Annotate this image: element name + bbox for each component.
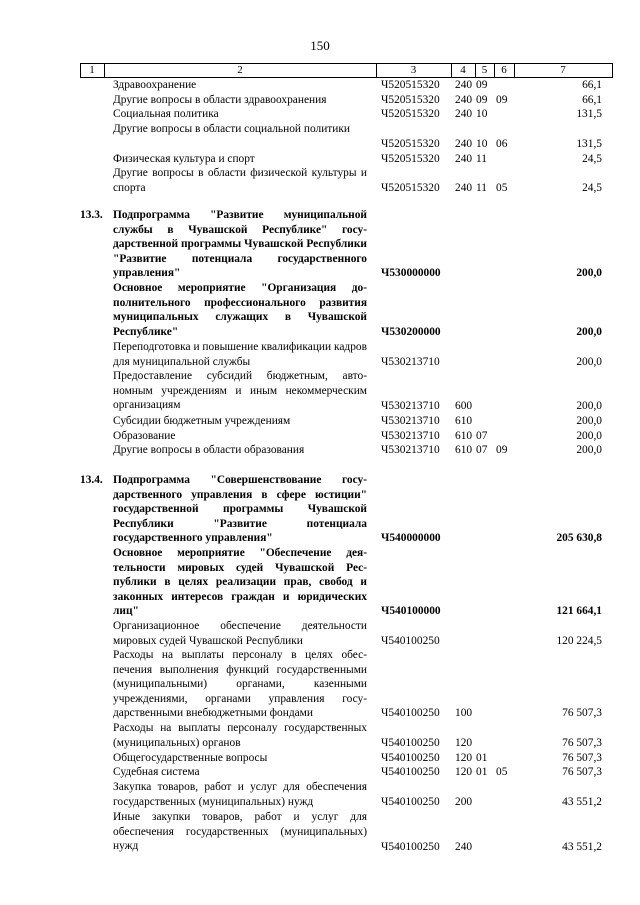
row-amount: 24,5 xyxy=(582,182,602,195)
row-group: 610 xyxy=(455,430,473,443)
row-section: 10 xyxy=(476,138,488,151)
row-group: 120 xyxy=(455,766,473,779)
row-code: Ч520515320 xyxy=(381,182,440,195)
row-name: Судебная система xyxy=(113,766,200,778)
row-group: 240 xyxy=(455,182,473,195)
row-name: Расходы на выплаты персоналу государственных (муниципальных) органов xyxy=(113,722,367,749)
row-name: Субсидии бюджетным учреждениям xyxy=(113,415,291,427)
row-name: Другие вопросы в области образования xyxy=(113,444,305,456)
row-amount: 205 630,8 xyxy=(556,532,602,545)
row-subsection: 05 xyxy=(496,766,508,779)
row-group: 120 xyxy=(455,752,473,765)
row-name: Подпрограмма "Совершенствование государственного управления в сфере юстиции" государственной программы Чувашской Республики "Развитие потенциала государственного управления" xyxy=(113,474,367,545)
row-section: 10 xyxy=(476,108,488,121)
row-amount: 200,0 xyxy=(576,326,602,339)
table-row xyxy=(0,473,640,546)
table-row xyxy=(0,648,640,721)
row-section: 09 xyxy=(476,79,488,92)
row-section: 09 xyxy=(476,94,488,107)
row-code: Ч530213710 xyxy=(381,444,440,457)
table-row xyxy=(0,721,640,751)
row-amount: 76 507,3 xyxy=(562,766,602,779)
table-row xyxy=(0,107,640,122)
row-name: Другие вопросы в области социальной политики xyxy=(113,123,350,135)
row-subsection: 05 xyxy=(496,182,508,195)
row-amount: 200,0 xyxy=(576,415,602,428)
row-name: Основное мероприятие "Организация дополнительного профессионального развития муниципальных служащих в Чувашской Республике" xyxy=(113,282,367,338)
col-2-header: 2 xyxy=(237,64,243,76)
row-code: Ч520515320 xyxy=(381,153,440,166)
row-name: Другие вопросы в области здравоохранения xyxy=(113,94,327,106)
row-code: Ч540100250 xyxy=(381,635,440,648)
table-row xyxy=(0,166,640,196)
row-group: 610 xyxy=(455,444,473,457)
row-code: Ч540100250 xyxy=(381,766,440,779)
col-7-header: 7 xyxy=(560,64,566,76)
row-subsection: 06 xyxy=(496,138,508,151)
row-name: Другие вопросы в области физической культуры и спорта xyxy=(113,167,367,194)
row-name: Предоставление субсидий бюджетным, автономным учреждениям и иным некоммерческим организациям xyxy=(113,370,367,412)
section-number: 13.3. xyxy=(80,209,103,221)
col-5-header: 5 xyxy=(481,64,488,76)
row-code: Ч520515320 xyxy=(381,94,440,107)
row-name: Здравоохранение xyxy=(113,79,197,91)
row-amount: 131,5 xyxy=(576,138,602,151)
row-name: Закупка товаров, работ и услуг для обеспечения государственных (муниципальных) нужд xyxy=(113,781,367,808)
row-amount: 121 664,1 xyxy=(556,605,602,618)
row-section: 01 xyxy=(476,766,488,779)
row-code: Ч540100250 xyxy=(381,737,440,750)
row-group: 610 xyxy=(455,415,473,428)
table-header xyxy=(80,63,613,78)
row-subsection: 09 xyxy=(496,94,508,107)
row-name: Расходы на выплаты персоналу в целях обеспечения выполнения функций государственными (муниципальными) органами, казенными учреждениями, органами управления государственными внебюджетными фондами xyxy=(113,649,367,720)
row-amount: 200,0 xyxy=(576,430,602,443)
row-name: Основное мероприятие "Обеспечение деятельности мировых судей Чувашской Республики в целях реализации прав, свобод и законных интересов граждан и юридических лиц" xyxy=(113,547,367,618)
row-name: Организационное обеспечение деятельности мировых судей Чувашской Республики xyxy=(113,620,367,647)
row-amount: 66,1 xyxy=(582,94,602,107)
row-name: Переподготовка и повышение квалификации кадров для муниципальной службы xyxy=(113,341,367,368)
row-amount: 76 507,3 xyxy=(562,752,602,765)
section-number: 13.4. xyxy=(80,474,103,486)
table-row xyxy=(0,122,640,152)
row-name: Подпрограмма "Развитие муниципальной службы в Чувашской Республике" государственной программы Чувашской Республики "Развитие потенциала государственного управления" xyxy=(113,209,367,280)
row-group: 200 xyxy=(455,796,473,809)
row-amount: 43 551,2 xyxy=(562,796,602,809)
row-amount: 200,0 xyxy=(576,444,602,457)
row-amount: 66,1 xyxy=(582,79,602,92)
row-group: 240 xyxy=(455,841,473,854)
table-row xyxy=(0,340,640,370)
row-section: 01 xyxy=(476,752,488,765)
row-amount: 120 224,5 xyxy=(556,635,602,648)
row-code: Ч540100250 xyxy=(381,707,440,720)
row-group: 600 xyxy=(455,400,473,413)
table-row xyxy=(0,369,640,414)
row-code: Ч530200000 xyxy=(381,326,441,339)
row-section: 11 xyxy=(476,153,487,166)
row-code: Ч540100250 xyxy=(381,841,440,854)
row-code: Ч530213710 xyxy=(381,415,440,428)
table-row xyxy=(0,414,640,429)
row-code: Ч530213710 xyxy=(381,400,440,413)
table-row xyxy=(0,429,640,444)
row-name: Социальная политика xyxy=(113,108,219,120)
row-group: 240 xyxy=(455,79,473,92)
row-name: Образование xyxy=(113,430,176,442)
col-1-header: 1 xyxy=(89,64,95,76)
row-group: 240 xyxy=(455,138,473,151)
row-section: 07 xyxy=(476,430,488,443)
row-amount: 200,0 xyxy=(576,356,602,369)
row-amount: 76 507,3 xyxy=(562,737,602,750)
row-group: 120 xyxy=(455,737,473,750)
row-amount: 200,0 xyxy=(576,400,602,413)
row-group: 240 xyxy=(455,153,473,166)
row-group: 240 xyxy=(455,108,473,121)
row-group: 240 xyxy=(455,94,473,107)
row-amount: 76 507,3 xyxy=(562,707,602,720)
col-4-header: 4 xyxy=(460,64,466,76)
table-row xyxy=(0,619,640,649)
divider xyxy=(612,64,613,77)
table-row xyxy=(0,208,640,281)
row-amount: 43 551,2 xyxy=(562,841,602,854)
row-amount: 24,5 xyxy=(582,153,602,166)
row-subsection: 09 xyxy=(496,444,508,457)
col-3-header: 3 xyxy=(410,64,417,76)
table-row xyxy=(0,546,640,619)
table-row xyxy=(0,443,640,458)
row-code: Ч530000000 xyxy=(381,267,441,280)
row-code: Ч520515320 xyxy=(381,79,440,92)
row-group: 100 xyxy=(455,707,473,720)
row-name: Общегосударственные вопросы xyxy=(113,752,268,764)
col-6-header: 6 xyxy=(501,64,507,76)
row-name: Иные закупки товаров, работ и услуг для обеспечения государственных (муниципальных) нужд xyxy=(113,811,367,853)
row-code: Ч520515320 xyxy=(381,138,440,151)
row-name: Физическая культура и спорт xyxy=(113,153,255,165)
row-code: Ч530213710 xyxy=(381,430,440,443)
row-code: Ч540100250 xyxy=(381,796,440,809)
table-row xyxy=(0,281,640,340)
row-section: 07 xyxy=(476,444,488,457)
table-row xyxy=(0,152,640,167)
table-row xyxy=(0,765,640,780)
table-row xyxy=(0,78,640,93)
row-code: Ч540100000 xyxy=(381,605,441,618)
table-row xyxy=(0,780,640,810)
table-row xyxy=(0,751,640,766)
row-amount: 131,5 xyxy=(576,108,602,121)
row-code: Ч540100250 xyxy=(381,752,440,765)
row-section: 11 xyxy=(476,182,487,195)
row-amount: 200,0 xyxy=(576,267,602,280)
table-row xyxy=(0,810,640,855)
row-code: Ч540000000 xyxy=(381,532,441,545)
page-number: 150 xyxy=(310,38,330,53)
row-code: Ч520515320 xyxy=(381,108,440,121)
row-code: Ч530213710 xyxy=(381,356,440,369)
table-row xyxy=(0,93,640,108)
